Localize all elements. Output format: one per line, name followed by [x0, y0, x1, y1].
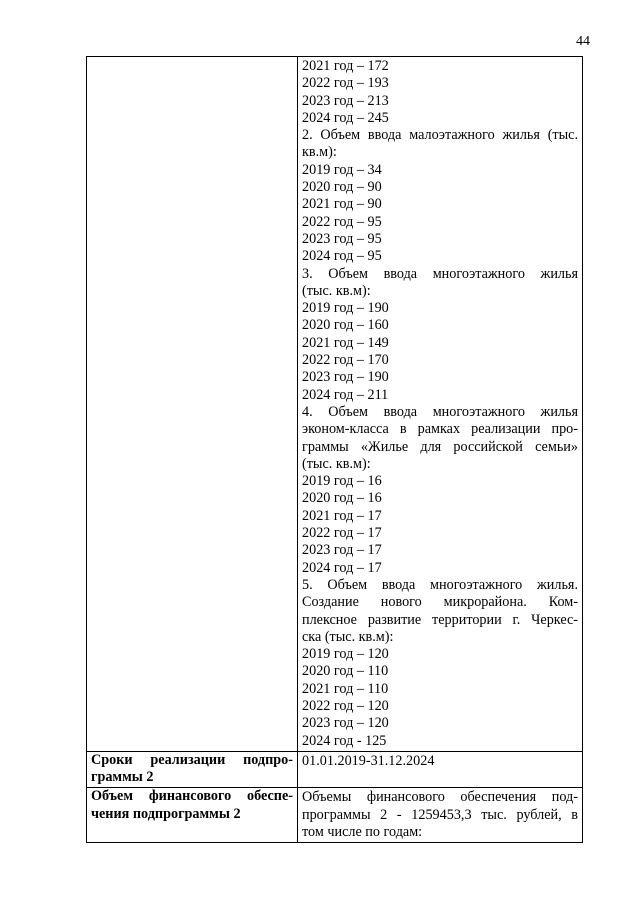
text-line: плексное развитие территории г. Черкес- [302, 611, 578, 628]
table-row-financing [87, 788, 583, 843]
text-line: Создание нового микрорайона. Ком- [302, 594, 578, 611]
row-content-cell [298, 751, 583, 788]
text-line: Объем финансового обеспе- [91, 788, 293, 805]
text-line: 2021 год – 90 [302, 196, 382, 213]
text-line: 2021 год – 110 [302, 680, 389, 697]
text-line: 2024 год – 245 [302, 109, 389, 126]
table-row-indicators [87, 57, 583, 752]
text-line: (тыс. кв.м): [302, 282, 371, 299]
text-line: Сроки реализации подпро- [91, 751, 293, 768]
text-line: 2020 год – 90 [302, 179, 382, 196]
text-line: 2024 год – 211 [302, 386, 389, 403]
table-row-timeframe [87, 751, 583, 788]
row-label-cell [87, 57, 298, 752]
text-line: 2022 год – 17 [302, 525, 382, 542]
text-line: 2020 год – 110 [302, 663, 389, 680]
text-line: 2021 год – 17 [302, 507, 382, 524]
text-line: (тыс. кв.м): [302, 455, 371, 472]
text-line: 2022 год – 193 [302, 75, 389, 92]
text-line: 2023 год – 190 [302, 369, 389, 386]
text-line: Объемы финансового обеспечения под- [302, 789, 578, 806]
text-line: 2019 год – 34 [302, 161, 382, 178]
text-line: 2019 год – 120 [302, 646, 389, 663]
text-line: 2022 год – 120 [302, 697, 389, 714]
text-line: 2020 год – 160 [302, 317, 389, 334]
text-line: 2019 год – 190 [302, 300, 389, 317]
text-line: 2. Объем ввода малоэтажного жилья (тыс. [302, 127, 578, 144]
text-line: 2019 год – 16 [302, 473, 382, 490]
text-line: 3. Объем ввода многоэтажного жилья [302, 265, 578, 282]
text-line: 2024 год - 125 [302, 732, 387, 749]
text-line: 2023 год – 120 [302, 715, 389, 732]
row-content-cell [298, 57, 583, 752]
text-line: ска (тыс. кв.м): [302, 628, 394, 645]
row-label-cell [87, 751, 298, 788]
text-line: 2023 год – 213 [302, 92, 389, 109]
text-line: 2022 год – 95 [302, 213, 382, 230]
text-line: 2022 год – 170 [302, 352, 389, 369]
text-line: чения подпрограммы 2 [91, 805, 241, 822]
text-line: том числе по годам: [302, 824, 423, 841]
text-line: 5. Объем ввода многоэтажного жилья. [302, 576, 578, 593]
text-line: 2021 год – 172 [302, 58, 389, 74]
row-content-cell [298, 788, 583, 843]
text-line: 4. Объем ввода многоэтажного жилья [302, 403, 578, 420]
text-line: эконом-класса в рамках реализации про- [302, 421, 578, 438]
text-line: граммы 2 [91, 769, 154, 786]
text-line: программы 2 - 1259453,3 тыс. рублей, в [302, 806, 578, 823]
text-line: 2021 год – 149 [302, 334, 389, 351]
text-line: 2023 год – 17 [302, 542, 382, 559]
text-line: 2024 год – 17 [302, 559, 382, 576]
text-line: граммы «Жилье для российской семьи» [302, 438, 578, 455]
text-line: 2024 год – 95 [302, 248, 382, 265]
text-line: 01.01.2019-31.12.2024 [302, 752, 435, 769]
passport-table [86, 56, 583, 843]
page-number: 44 [576, 34, 590, 49]
text-line: 2020 год – 16 [302, 490, 382, 507]
text-line: 2023 год – 95 [302, 230, 382, 247]
row-label-cell [87, 788, 298, 843]
text-line: кв.м): [302, 144, 337, 161]
